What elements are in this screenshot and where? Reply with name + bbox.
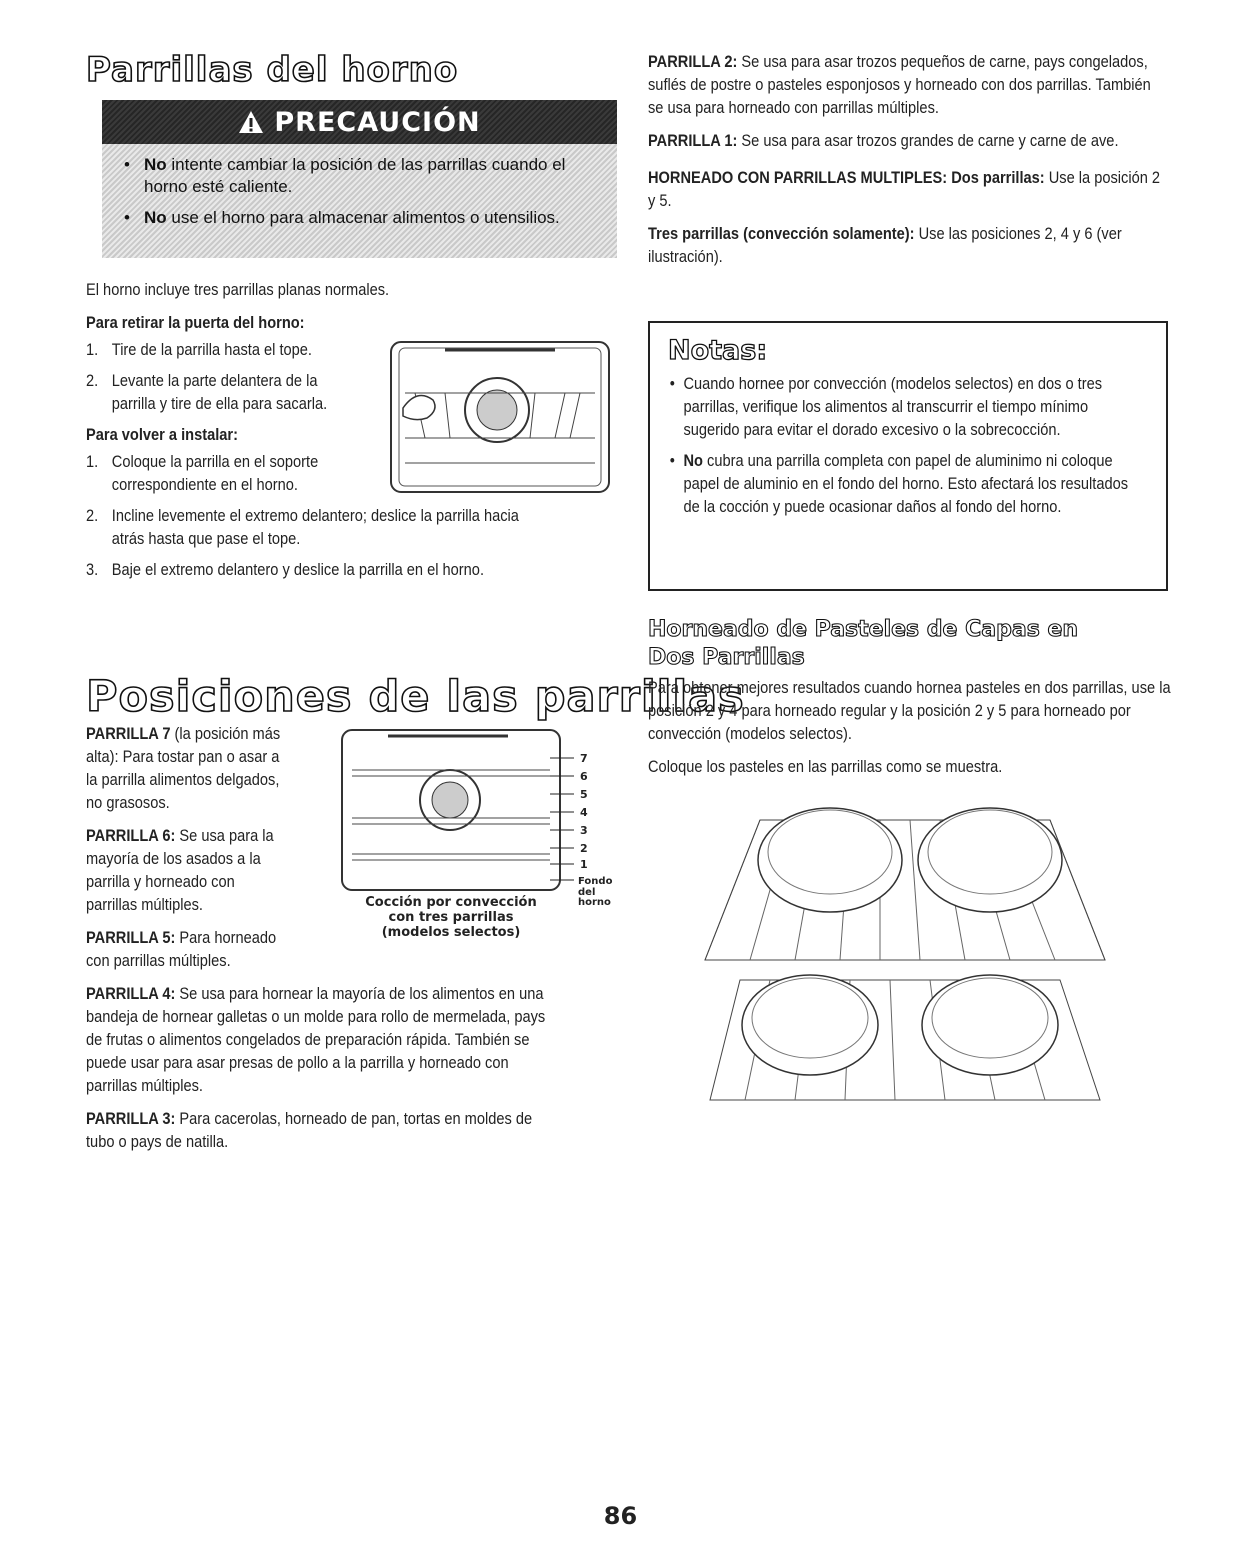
rack-number: 6 xyxy=(580,770,588,783)
cakes-para1: Para obtener mejores resultados cuando hornea pasteles en dos parrillas, use la posición 2 y 4 para horneado regular y la posición 2 y 5 para horneado por convección (modelos selectos). xyxy=(648,678,1171,743)
rack6-text: PARRILLA 6: Se usa para la mayoría de los asados a la parrilla y horneado con parrillas múltiples. xyxy=(86,826,274,914)
caution-box xyxy=(102,100,617,258)
oven-bottom-label: Fondo xyxy=(578,876,613,887)
warning-icon xyxy=(238,110,264,134)
rack-positions-figure xyxy=(338,728,628,940)
figure-caption: con tres parrillas xyxy=(388,910,514,925)
step-item: 2. Incline levemente el extremo delantero; deslice la parrilla hacia atrás hasta que pase el tope. xyxy=(86,506,519,548)
cakes-para2: Coloque los pasteles en las parrillas como se muestra. xyxy=(648,757,1003,776)
rack1-text: PARRILLA 1: Se usa para asar trozos grandes de carne y carne de ave. xyxy=(648,131,1119,150)
notes-box xyxy=(648,321,1168,591)
caution-item: • No intente cambiar la posición de las parrillas cuando el horno esté caliente. xyxy=(124,154,603,198)
rack3-text: PARRILLA 3: Para cacerolas, horneado de pan, tortas en moldes de tubo o pays de natilla. xyxy=(86,1109,533,1151)
cakes-heading-line2: Dos Parrillas xyxy=(648,645,805,670)
caution-header xyxy=(102,100,617,144)
rack-number: 7 xyxy=(580,752,588,765)
rack2-text: PARRILLA 2: Se usa para asar trozos pequeños de carne, pays congelados, suflés de postre o pasteles esponjosos y horneado con dos parrillas. También se usa para horneado con parrillas múltiples. xyxy=(648,52,1151,117)
rack7-text: PARRILLA 7 (la posición más alta): Para tostar pan o asar a la parrilla alimentos delgados, no grasosos. xyxy=(86,724,281,812)
step-item: 3. Baje el extremo delantero y deslice la parrilla en el horno. xyxy=(86,560,485,579)
cakes-on-racks-illustration xyxy=(700,800,1110,1120)
note-item: • No cubra una parrilla completa con papel de aluminimo ni coloque papel de aluminio en el fondo del horno. Esto afectará los resultados de la cocción y puede ocasionar daños al fondo del horno. xyxy=(668,449,1145,518)
rack4-text: PARRILLA 4: Se usa para hornear la mayoría de los alimentos en una bandeja de hornear galletas o un molde para rollo de mermelada, pays de frutas o alimentos congelados de preparación rápida. También se puede usar para asar presas de pollo a la parrilla y horneado con parrillas múltiples. xyxy=(86,984,546,1095)
remove-heading: Para retirar la puerta del horno: xyxy=(86,313,305,332)
rack-number: 1 xyxy=(580,858,588,871)
rack-number: 3 xyxy=(580,824,588,837)
rack-number: 4 xyxy=(580,806,588,819)
page-number: 86 xyxy=(603,1502,638,1530)
note-item: • Cuando hornee por convección (modelos selectos) en dos o tres parrillas, verifique los alimentos al transcurrir el tiempo mínimo sugerido para evitar el dorado excesivo o la sobrecocción. xyxy=(668,372,1145,441)
caution-title: PRECAUCIÓN xyxy=(274,106,481,138)
caution-item: • No use el horno para almacenar alimentos o utensilios. xyxy=(124,207,603,229)
step-item: 1. Coloque la parrilla en el soporte correspondiente en el horno. xyxy=(86,452,319,494)
rack-number: 5 xyxy=(580,788,588,801)
section-title-parrillas: Parrillas del horno xyxy=(86,50,459,90)
oven-bottom-label: del xyxy=(578,887,596,898)
cakes-heading-line1: Horneado de Pasteles de Capas en xyxy=(648,617,1079,642)
rack-number: 2 xyxy=(580,842,588,855)
remove-steps xyxy=(86,338,353,415)
section-title-posiciones: Posiciones de las parrillas xyxy=(86,672,745,722)
reinstall-heading: Para volver a instalar: xyxy=(86,425,238,444)
step-item: 1. Tire de la parrilla hasta el tope. xyxy=(86,340,312,359)
three-rack-text: Tres parrillas (convección solamente): Use las posiciones 2, 4 y 6 (ver ilustración). xyxy=(648,224,1122,266)
intro-text: El horno incluye tres parrillas planas normales. xyxy=(86,280,390,299)
multi-rack-text: HORNEADO CON PARRILLAS MULTIPLES: Dos parrillas: Use la posición 2 y 5. xyxy=(648,168,1161,210)
figure-caption: Cocción por convección xyxy=(365,895,537,910)
rack5-text: PARRILLA 5: Para horneado con parrillas múltiples. xyxy=(86,928,277,970)
oven-bottom-label: horno xyxy=(578,897,611,908)
figure-caption: (modelos selectos) xyxy=(381,925,521,940)
notes-title: Notas: xyxy=(668,335,768,366)
step-item: 2. Levante la parte delantera de la parrilla y tire de ella para sacarla. xyxy=(86,371,328,413)
rack-removal-illustration xyxy=(385,338,615,498)
